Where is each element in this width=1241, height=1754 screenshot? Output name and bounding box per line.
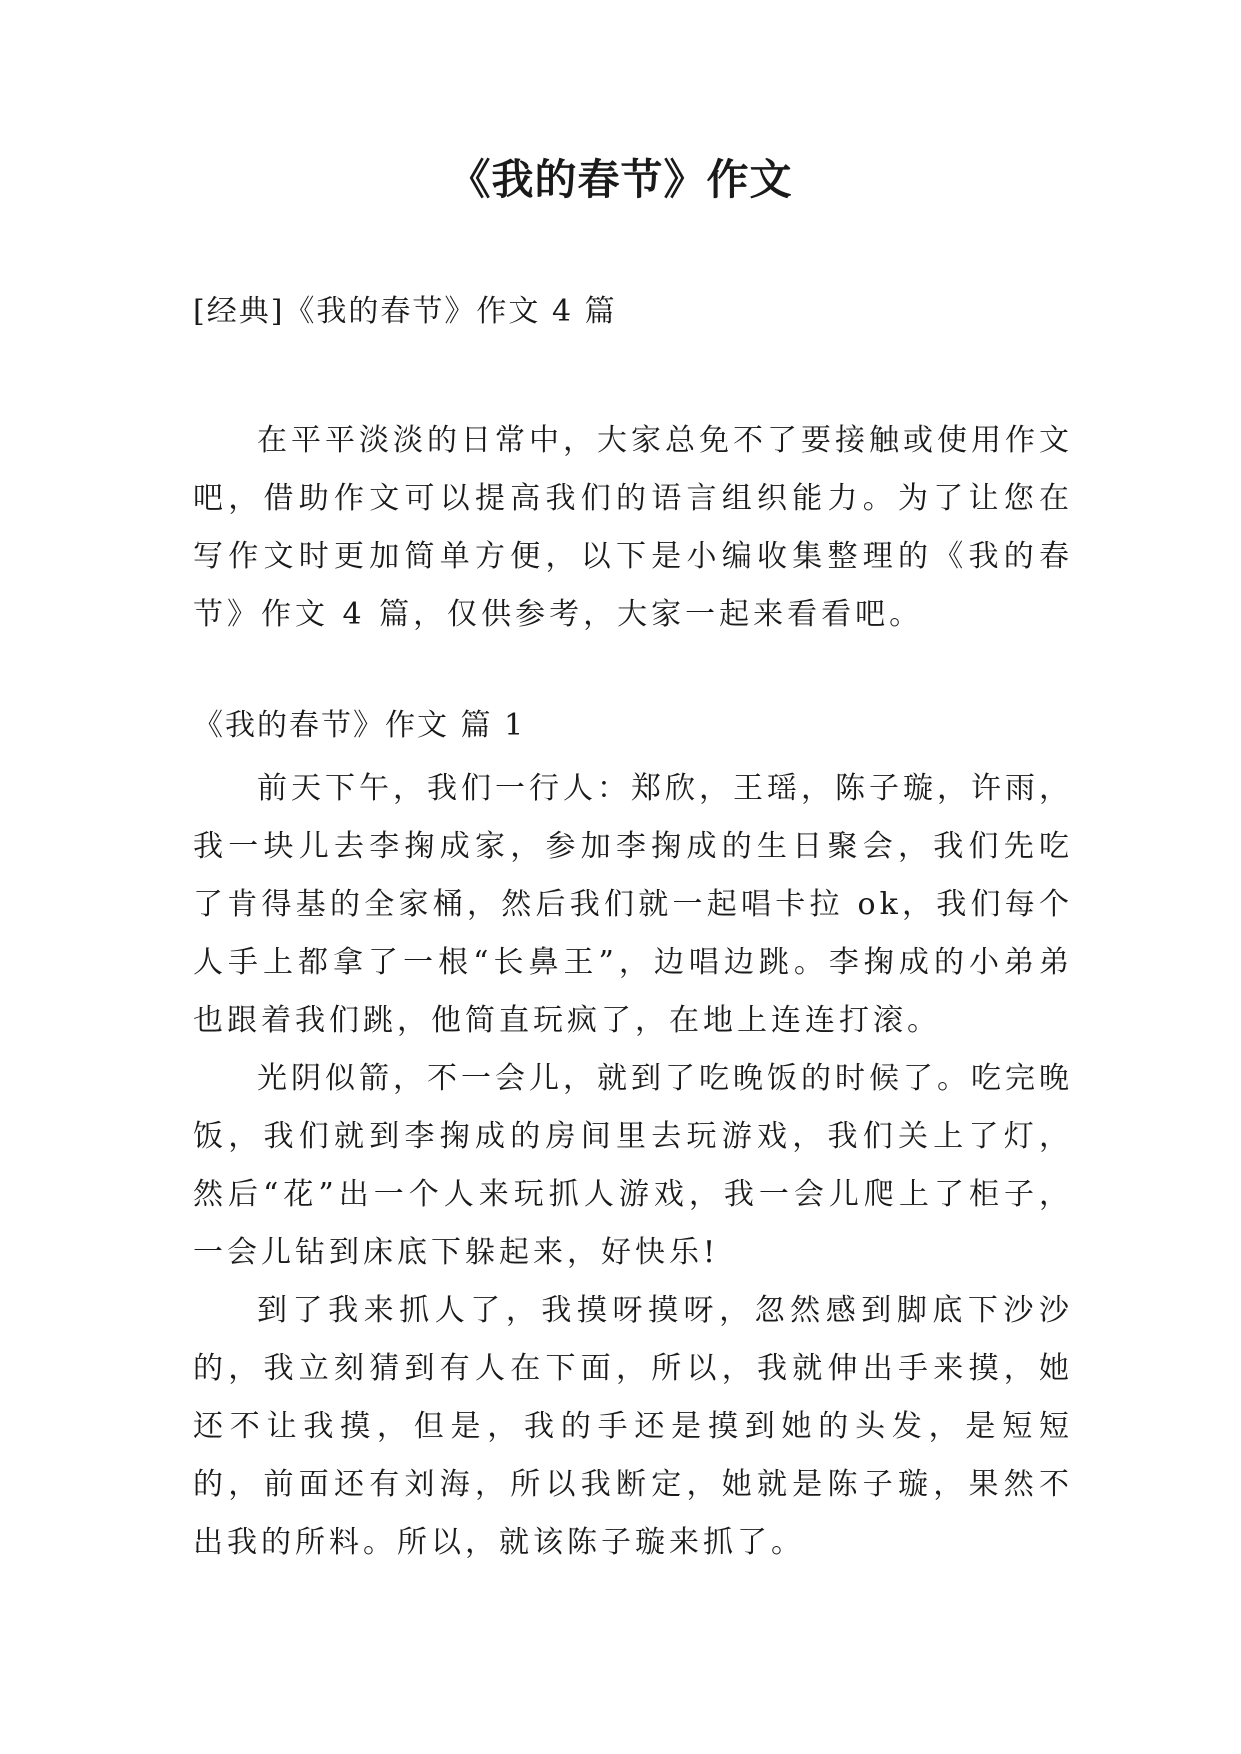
section-body xyxy=(193,760,1073,1572)
section-heading: 《我的春节》作文 篇 1 xyxy=(193,708,526,743)
document-title: 《我的春节》作文 xyxy=(448,155,793,204)
body-paragraph-3: 到了我来抓人了，我摸呀摸呀，忽然感到脚底下沙沙的，我立刻猜到有人在下面，所以，我就伸出手来摸，她还不让我摸，但是，我的手还是摸到她的头发，是短短的，前面还有刘海，所以我断定，她就是陈子璇，果然不出我的所料。所以，就该陈子璇来抓了。 xyxy=(193,1293,1073,1560)
document-subtitle: [经典]《我的春节》作文 4 篇 xyxy=(193,294,617,329)
body-paragraph-1: 前天下午，我们一行人：郑欣，王瑶，陈子璇，许雨，我一块儿去李掬成家，参加李掬成的生日聚会，我们先吃了肯得基的全家桶，然后我们就一起唱卡拉 ok，我们每个人手上都拿了一根“长鼻王”，边唱边跳。李掬成的小弟弟也跟着我们跳，他简直玩疯了，在地上连连打滚。 xyxy=(193,771,1073,1038)
intro-paragraph: 在平平淡淡的日常中，大家总免不了要接触或使用作文吧，借助作文可以提高我们的语言组织能力。为了让您在写作文时更加简单方便，以下是小编收集整理的《我的春节》作文 4 篇，仅供参考，大家一起来看看吧。 xyxy=(193,423,1073,632)
body-paragraph-2: 光阴似箭，不一会儿，就到了吃晚饭的时候了。吃完晚饭，我们就到李掬成的房间里去玩游戏，我们关上了灯，然后“花”出一个人来玩抓人游戏，我一会儿爬上了柜子，一会儿钻到床底下躲起来，好快乐! xyxy=(193,1061,1073,1270)
